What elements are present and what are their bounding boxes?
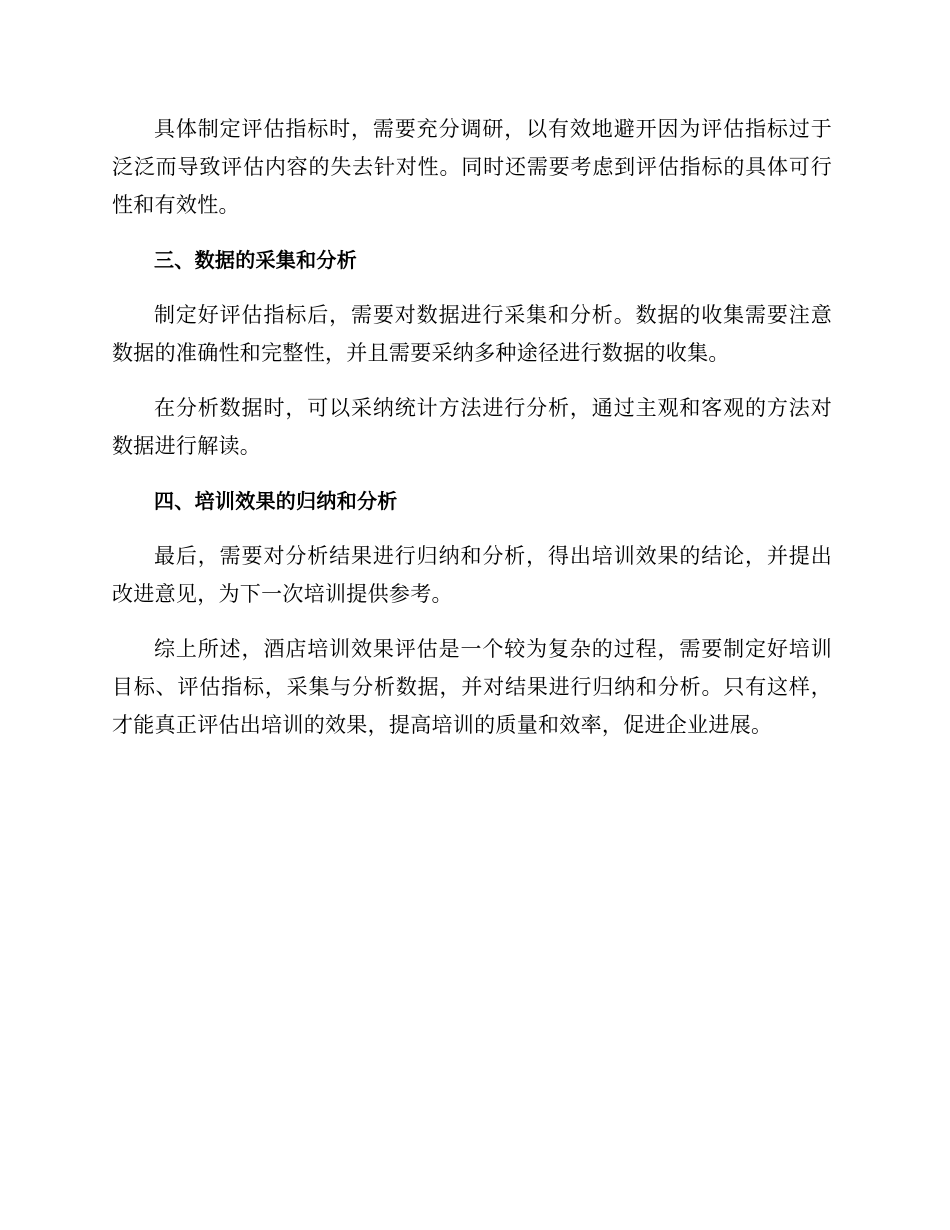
paragraph-overall-summary: 综上所述，酒店培训效果评估是一个较为复杂的过程，需要制定好培训目标、评估指标，采集与分析数据，并对结果进行归纳和分析。只有这样，才能真正评估出培训的效果，提高培训的质量和效率，促进企业进展。 xyxy=(112,637,832,737)
section-heading-summary-analysis: 四、培训效果的归纳和分析 xyxy=(154,489,398,513)
section-heading-data-collection: 三、数据的采集和分析 xyxy=(154,248,357,272)
paragraph-data-analysis: 在分析数据时，可以采纳统计方法进行分析，通过主观和客观的方法对数据进行解读。 xyxy=(112,396,832,458)
paragraph-data-collection: 制定好评估指标后，需要对数据进行采集和分析。数据的收集需要注意数据的准确性和完整性，并且需要采纳多种途径进行数据的收集。 xyxy=(112,303,832,365)
document-body xyxy=(112,110,832,761)
paragraph-summary-conclusion: 最后，需要对分析结果进行归纳和分析，得出培训效果的结论，并提出改进意见，为下一次培训提供参考。 xyxy=(112,544,832,606)
paragraph-evaluation-indicators: 具体制定评估指标时，需要充分调研，以有效地避开因为评估指标过于泛泛而导致评估内容的失去针对性。同时还需要考虑到评估指标的具体可行性和有效性。 xyxy=(112,117,832,217)
